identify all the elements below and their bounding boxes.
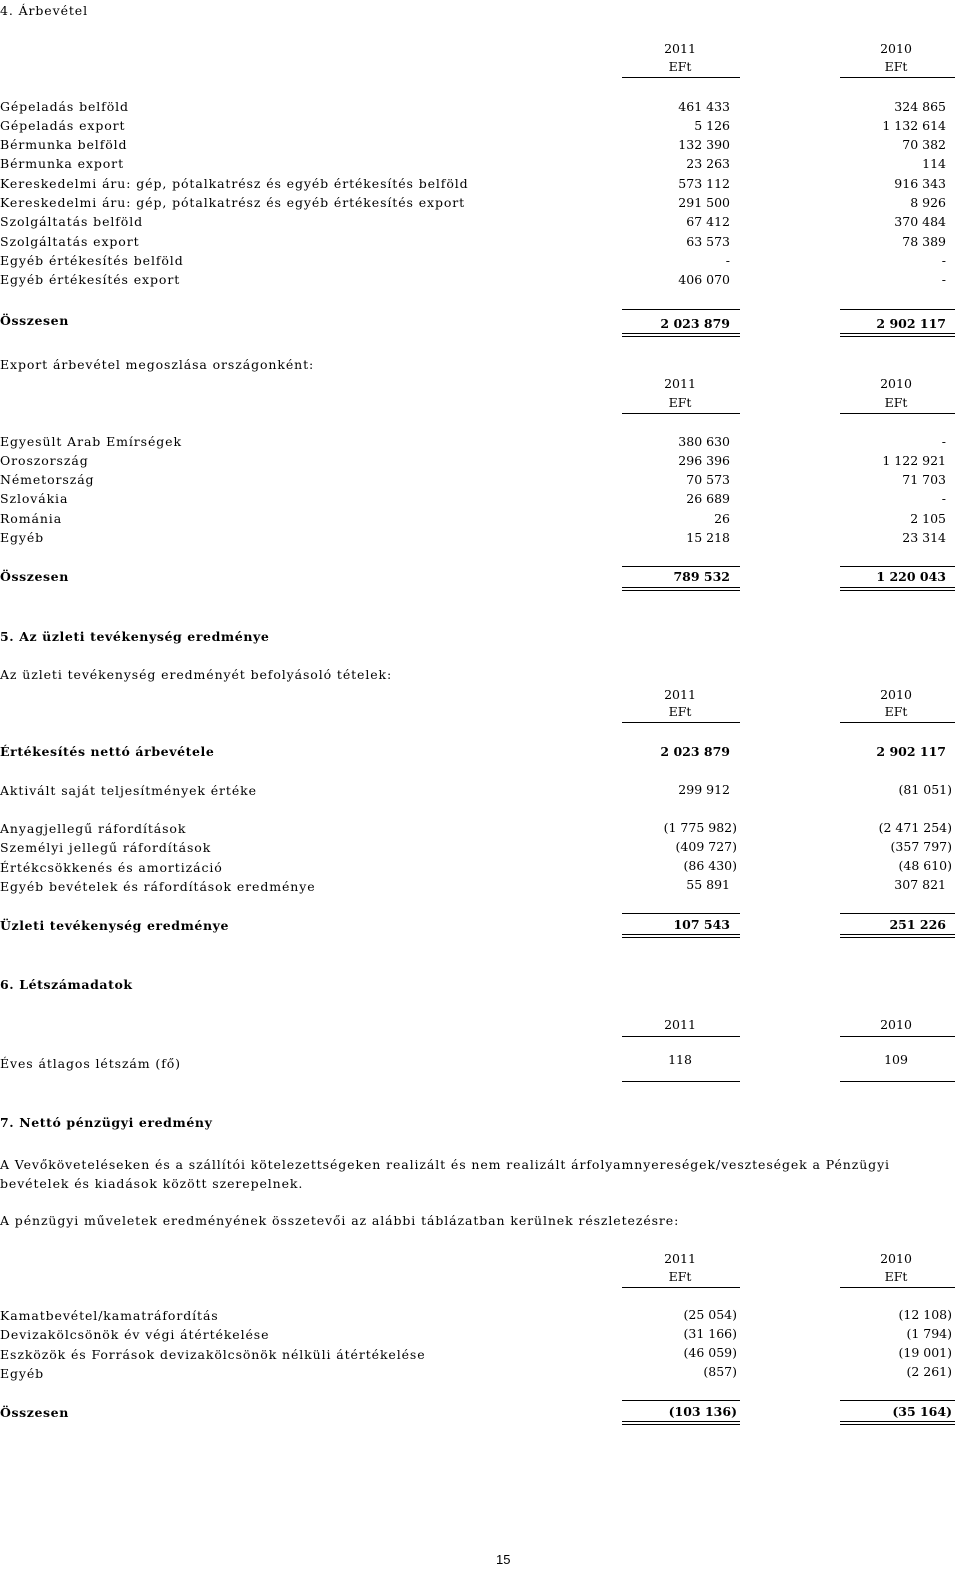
revenue-2010: 2 902 117 xyxy=(876,744,946,759)
value-2011: 132 390 xyxy=(678,137,730,152)
header-year-2010: 2010 xyxy=(880,1251,912,1266)
header-year-2011: 2011 xyxy=(664,1017,696,1032)
revenue-label: Értékesítés nettó árbevétele xyxy=(0,744,215,759)
value-2010: 2 105 xyxy=(910,511,946,526)
row-label: Egyéb xyxy=(0,1366,45,1381)
header-unit-2010: EFt xyxy=(884,59,908,74)
value-2010: (2 471 254) xyxy=(878,820,952,835)
value-2011: (86 430) xyxy=(683,858,737,873)
total-rule xyxy=(622,1400,740,1401)
value-2011: (25 054) xyxy=(683,1307,737,1322)
total-label: Üzleti tevékenység eredménye xyxy=(0,918,230,933)
capitalized-2010: (81 051) xyxy=(898,782,952,797)
row-label: Bérmunka belföld xyxy=(0,137,128,152)
row-label: Kereskedelmi áru: gép, pótalkatrész és egyéb értékesítés belföld xyxy=(0,176,469,191)
header-year-2010: 2010 xyxy=(880,687,912,702)
total-double-underline xyxy=(622,333,740,337)
header-year-2010: 2010 xyxy=(880,376,912,391)
value-2011: (31 166) xyxy=(683,1326,737,1341)
value-2011: 55 891 xyxy=(686,877,730,892)
total-double-underline xyxy=(622,587,740,591)
row-label: Személyi jellegű ráfordítások xyxy=(0,840,212,855)
total-2010: 1 220 043 xyxy=(876,569,946,584)
total-rule xyxy=(622,309,740,310)
row-label: Gépeladás belföld xyxy=(0,99,129,114)
value-2010: 71 703 xyxy=(902,472,946,487)
value-2010: 23 314 xyxy=(902,530,946,545)
total-rule xyxy=(840,309,955,310)
total-rule xyxy=(840,913,955,914)
header-unit-2011: EFt xyxy=(668,395,692,410)
value-2011: 26 xyxy=(714,511,730,526)
header-unit-2011: EFt xyxy=(668,59,692,74)
header-unit-2011: EFt xyxy=(668,1269,692,1284)
header-year-2010: 2010 xyxy=(880,41,912,56)
revenue-2011: 2 023 879 xyxy=(660,744,730,759)
row-label: Értékcsökkenés és amortizáció xyxy=(0,860,223,875)
value-2011: 26 689 xyxy=(686,491,730,506)
row-label: Szolgáltatás belföld xyxy=(0,214,144,229)
row-label: Szlovákia xyxy=(0,491,69,506)
section-7-title: 7. Nettó pénzügyi eredmény xyxy=(0,1115,213,1130)
header-underline xyxy=(840,77,955,78)
headcount-2011: 118 xyxy=(668,1052,692,1067)
total-double-underline xyxy=(840,587,955,591)
header-underline xyxy=(840,1287,955,1288)
total-rule xyxy=(622,566,740,567)
total-rule xyxy=(840,566,955,567)
header-underline xyxy=(840,1036,955,1037)
value-2010: - xyxy=(941,253,946,268)
value-2011: 23 263 xyxy=(686,156,730,171)
header-year-2010: 2010 xyxy=(880,1017,912,1032)
section-4-title: 4. Árbevétel xyxy=(0,3,88,18)
row-label: Szolgáltatás export xyxy=(0,234,140,249)
row-label: Egyéb bevételek és ráfordítások eredménye xyxy=(0,879,316,894)
row-label: Románia xyxy=(0,511,63,526)
total-2011: 789 532 xyxy=(673,569,730,584)
row-label: Kamatbevétel/kamatráfordítás xyxy=(0,1308,219,1323)
value-2011: 5 126 xyxy=(694,118,730,133)
value-2010: 324 865 xyxy=(894,99,946,114)
paragraph-fx: A Vevőköveteléseken és a szállítói kötelezettségeken realizált és nem realizált árfolyamnyereségek/veszteségek a Pénzügyi bevételek és kiadások között szerepelnek. xyxy=(0,1157,890,1191)
header-unit-2010: EFt xyxy=(884,704,908,719)
capitalized-2011: 299 912 xyxy=(678,782,730,797)
value-2010: (2 261) xyxy=(906,1364,952,1379)
value-2010: (19 001) xyxy=(898,1345,952,1360)
paragraph-intro: A pénzügyi műveletek eredményének összetevői az alábbi táblázatban kerülnek részletezésre: xyxy=(0,1213,680,1228)
value-2011: 573 112 xyxy=(678,176,730,191)
value-2011: (46 059) xyxy=(683,1345,737,1360)
row-label: Devizakölcsönök év végi átértékelése xyxy=(0,1327,270,1342)
value-2010: 307 821 xyxy=(894,877,946,892)
row-label: Oroszország xyxy=(0,453,89,468)
total-2011: (103 136) xyxy=(668,1404,737,1419)
row-label: Anyagjellegű ráfordítások xyxy=(0,821,187,836)
value-2011: 15 218 xyxy=(686,530,730,545)
value-2011: (857) xyxy=(703,1364,737,1379)
value-2010: 114 xyxy=(922,156,946,171)
value-2010: (12 108) xyxy=(898,1307,952,1322)
total-2011: 2 023 879 xyxy=(660,316,730,331)
header-year-2011: 2011 xyxy=(664,376,696,391)
header-underline xyxy=(622,413,740,414)
value-2010: 1 132 614 xyxy=(882,118,946,133)
value-2011: 461 433 xyxy=(678,99,730,114)
header-underline xyxy=(622,722,740,723)
total-double-underline xyxy=(622,1421,740,1425)
row-label: Egyéb xyxy=(0,530,45,545)
row-label: Gépeladás export xyxy=(0,118,126,133)
value-2010: (48 610) xyxy=(898,858,952,873)
value-2011: - xyxy=(725,253,730,268)
total-label: Összesen xyxy=(0,1405,69,1420)
total-2010: 2 902 117 xyxy=(876,316,946,331)
total-label: Összesen xyxy=(0,313,69,328)
total-double-underline xyxy=(840,934,955,938)
row-label: Kereskedelmi áru: gép, pótalkatrész és egyéb értékesítés export xyxy=(0,195,466,210)
value-2011: 406 070 xyxy=(678,272,730,287)
row-underline xyxy=(622,1081,740,1082)
value-2011: 296 396 xyxy=(678,453,730,468)
header-underline xyxy=(622,1036,740,1037)
value-2010: - xyxy=(941,272,946,287)
total-rule xyxy=(840,1400,955,1401)
row-label: Bérmunka export xyxy=(0,156,124,171)
headcount-label: Éves átlagos létszám (fő) xyxy=(0,1056,181,1071)
header-unit-2010: EFt xyxy=(884,1269,908,1284)
export-title: Export árbevétel megoszlása országonként: xyxy=(0,357,315,372)
value-2011: (409 727) xyxy=(675,839,737,854)
value-2010: (357 797) xyxy=(890,839,952,854)
header-underline xyxy=(622,77,740,78)
total-double-underline xyxy=(840,1421,955,1425)
total-2011: 107 543 xyxy=(673,917,730,932)
header-underline xyxy=(622,1287,740,1288)
header-underline xyxy=(840,413,955,414)
value-2011: 70 573 xyxy=(686,472,730,487)
section-5-title: 5. Az üzleti tevékenység eredménye xyxy=(0,629,270,644)
row-label: Egyéb értékesítés belföld xyxy=(0,253,184,268)
header-unit-2010: EFt xyxy=(884,395,908,410)
header-year-2011: 2011 xyxy=(664,687,696,702)
value-2011: 67 412 xyxy=(686,214,730,229)
value-2011: (1 775 982) xyxy=(663,820,737,835)
total-double-underline xyxy=(622,934,740,938)
capitalized-label: Aktivált saját teljesítmények értéke xyxy=(0,783,257,798)
value-2010: 8 926 xyxy=(910,195,946,210)
row-underline xyxy=(840,1081,955,1082)
total-2010: 251 226 xyxy=(889,917,946,932)
value-2010: 916 343 xyxy=(894,176,946,191)
header-underline xyxy=(840,722,955,723)
value-2010: - xyxy=(941,434,946,449)
header-year-2011: 2011 xyxy=(664,1251,696,1266)
page-number: 15 xyxy=(496,1552,511,1567)
headcount-2010: 109 xyxy=(884,1052,908,1067)
header-unit-2011: EFt xyxy=(668,704,692,719)
total-label: Összesen xyxy=(0,569,69,584)
section-5-subtitle: Az üzleti tevékenység eredményét befolyásoló tételek: xyxy=(0,667,393,682)
row-label: Eszközök és Források devizakölcsönök nélküli átértékelése xyxy=(0,1347,426,1362)
value-2010: 1 122 921 xyxy=(882,453,946,468)
row-label: Egyesült Arab Emírségek xyxy=(0,434,182,449)
value-2010: 78 389 xyxy=(902,234,946,249)
header-year-2011: 2011 xyxy=(664,41,696,56)
value-2011: 63 573 xyxy=(686,234,730,249)
value-2011: 291 500 xyxy=(678,195,730,210)
row-label: Németország xyxy=(0,472,95,487)
total-rule xyxy=(622,913,740,914)
row-label: Egyéb értékesítés export xyxy=(0,272,181,287)
value-2011: 380 630 xyxy=(678,434,730,449)
total-2010: (35 164) xyxy=(892,1404,952,1419)
value-2010: 370 484 xyxy=(894,214,946,229)
value-2010: - xyxy=(941,491,946,506)
value-2010: 70 382 xyxy=(902,137,946,152)
total-double-underline xyxy=(840,333,955,337)
section-6-title: 6. Létszámadatok xyxy=(0,977,133,992)
value-2010: (1 794) xyxy=(906,1326,952,1341)
